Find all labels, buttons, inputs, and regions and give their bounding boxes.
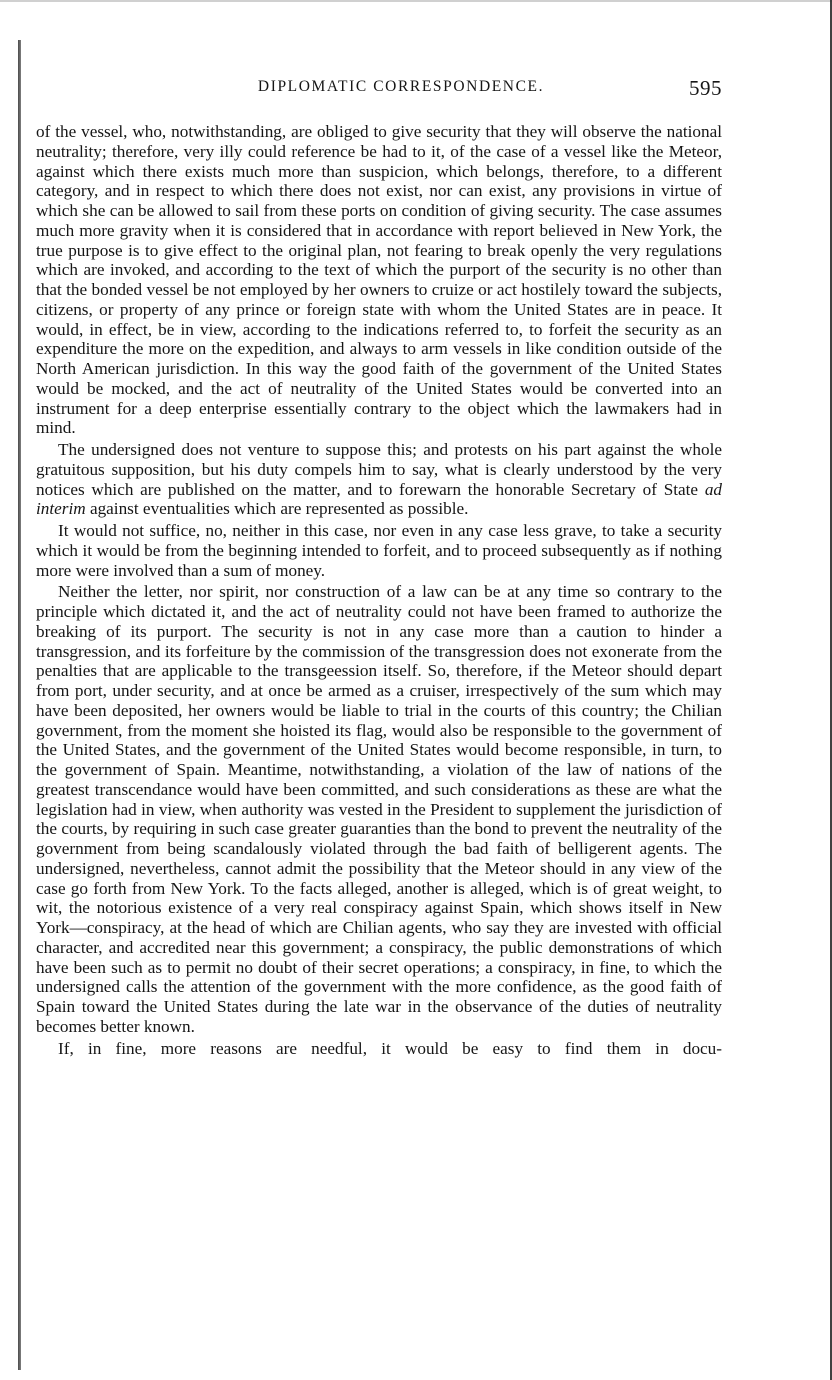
page-binding-edge <box>18 40 21 1370</box>
page-number: 595 <box>689 76 722 100</box>
paragraph-text: of the vessel, who, notwithstanding, are obliged to give security that they will observe the national neutrality; therefore, very illy could reference be had to it, of the case of a vessel like the Meteor, against which there exists much more than suspicion, which belongs, therefore, to a different category, and in respect to which there does not exist, nor can exist, any provisions in virtue of which she can be allowed to sail from these ports on condition of giving security. The case assumes much more gravity when it is considered that in accordance with report believed in New York, the true purpose is to give effect to the original plan, not fearing to break openly the very regulations which are invoked, and according to the text of which the purport of the security is no other than that the bonded vessel be not employed by her owners to cruize or act hostilely toward the subjects, citizens, or property of any prince or foreign state with whom the United States are in peace. It would, in effect, be in view, according to the indications referred to, to forfeit the security as an expenditure the more on the expedition, and always to arm vessels in like condition outside of the North American jurisdiction. In this way the good faith of the government of the United States would be mocked, and the act of neutrality of the United States would be converted into an instrument for a deep enterprise essentially contrary to the object which the lawmakers had in mind. <box>36 122 722 438</box>
paragraph <box>36 122 722 438</box>
italic-phrase: ad interim <box>36 479 722 519</box>
paragraph-text: The undersigned does not venture to suppose this; and protests on his part against the whole gratuitous supposition, but his duty compels him to say, what is clearly understood by the very notices which are published on the matter, and to forewarn the honorable Secretary of State <box>36 440 722 499</box>
running-head: DIPLOMATIC CORRESPONDENCE. <box>257 78 545 95</box>
page-header <box>36 76 722 104</box>
paragraph-text: against eventualities which are represented as possible. <box>85 499 469 519</box>
paragraph <box>36 582 722 1036</box>
body-text <box>36 122 722 1058</box>
paragraph <box>36 1039 722 1059</box>
paragraph-text: It would not suffice, no, neither in this case, nor even in any case less grave, to take a security which it would be from the beginning intended to forfeit, and to proceed subsequently as if nothing more were involved than a sum of money. <box>36 521 722 580</box>
paragraph <box>36 521 722 580</box>
paragraph <box>36 440 722 519</box>
page-top-edge <box>0 0 832 2</box>
paragraph-text: If, in fine, more reasons are needful, it would be easy to find them in docu- <box>58 1038 722 1058</box>
paragraph-text: Neither the letter, nor spirit, nor construction of a law can be at any time so contrary to the principle which dictated it, and the act of neutrality could not have been framed to authorize the breaking of its purport. The security is not in any case more than a caution to hinder a transgression, and its forfeiture by the commission of the transgression does not exonerate from the penalties that are applicable to the transgeession itself. So, therefore, if the Meteor should depart from port, under security, and at once be armed as a cruiser, irrespectively of the sum which may have been deposited, her owners would be liable to trial in the courts of this country; the Chilian government, from the moment she hoisted its flag, would also be responsible to the government of the United States, and the government of the United States would become responsible, in turn, to the government of Spain. Meantime, notwithstanding, a violation of the law of nations of the greatest transcendance would have been committed, and such considerations as these are what the legislation had in view, when authority was vested in the President to supplement the jurisdiction of the courts, by requiring in such case greater guaranties than the bond to prevent the neutrality of the government from being scandalously violated through the bad faith of belligerent agents. The undersigned, nevertheless, cannot admit the possibility that the Meteor should in any view of the case go forth from New York. To the facts alleged, another is alleged, which is of great weight, to wit, the notorious existence of a very real conspiracy against Spain, which shows itself in New York—conspiracy, at the head of which are Chilian agents, who say they are invested with official character, and accredited near this government; a conspiracy, the public demonstrations of which have been such as to permit no doubt of their secret operations; a conspiracy, in fine, to which the undersigned calls the attention of the government with the more confidence, as the good faith of Spain toward the United States during the late war in the observance of the duties of neutrality becomes better known. <box>36 582 722 1036</box>
